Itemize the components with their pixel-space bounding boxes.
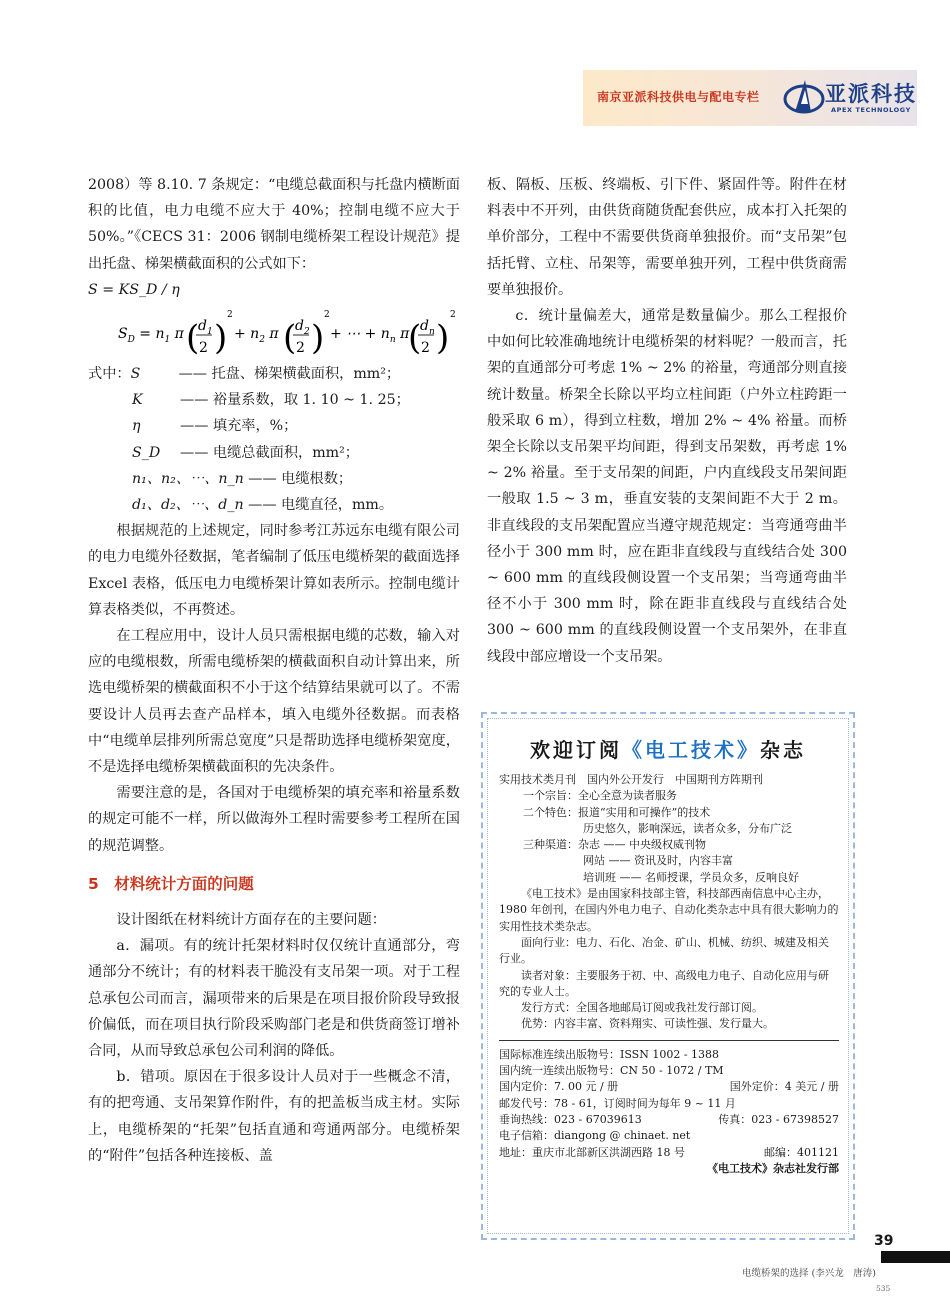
ad-address: 地址：重庆市北部新区洪湖西路 18 号 <box>499 1145 685 1159</box>
svg-text:(: ( <box>186 318 200 359</box>
ad-line: 网站 —— 资讯及时，内容丰富 <box>583 854 733 868</box>
ad-postcode: 邮编：401121 <box>764 1145 839 1159</box>
banner-text: 南京亚派科技供电与配电专栏 <box>597 90 760 104</box>
ad-title-pre: 欢迎订阅 <box>530 738 622 762</box>
ad-line: 历史悠久，影响深远，读者众多，分布广泛 <box>583 821 792 835</box>
left-column <box>88 172 460 1169</box>
def-text: —— 托盘、梯架横截面积，mm²； <box>178 366 401 383</box>
ad-readers: 读者对象：主要服务于初、中、高级电力电子、自动化应用与研究的专业人士。 <box>499 968 829 998</box>
ad-postal-code: 邮发代号：78 - 61，订阅时间为每年 9 ~ 11 月 <box>499 1096 736 1110</box>
column-banner <box>583 70 917 126</box>
def-symbol: d₁、d₂、⋯、d_n <box>132 496 244 513</box>
footer-number: 535 <box>876 1284 891 1293</box>
paragraph: 设计图纸在材料统计方面存在的主要问题： <box>116 911 386 928</box>
ad-line: 二个特色：报道“实用和可操作”的技术 <box>523 805 711 819</box>
ad-distribution: 发行方式：全国各地邮局订阅或我社发行部订阅。 <box>521 1001 763 1015</box>
def-text: —— 裕量系数，取 1. 10 ~ 1. 25； <box>180 392 410 409</box>
svg-text:2: 2 <box>296 340 305 357</box>
svg-text:d2: $d_2$ <box>295 318 310 338</box>
svg-text:+ n2 π: + $n_2$ π <box>234 326 279 346</box>
formula-sd-graphic <box>88 303 460 361</box>
ad-body <box>499 772 839 1177</box>
paragraph: 2008）等 8.10. 7 条规定：“电缆总截面积与托盘内横断面积的比值，电力电缆不应大于 40%；控制电缆不应大于 50%。”《CECS 31：2006 钢制电缆桥架工程设计规范》提出托盘、梯架横截面积的公式如下： <box>88 177 460 272</box>
svg-text:2: 2 <box>421 340 430 357</box>
symbol-definitions <box>88 361 460 518</box>
ad-cn: 国内统一连续出版物号：CN 50 - 1072 / TM <box>499 1064 724 1078</box>
paragraph: 根据规范的上述规定，同时参考江苏远东电缆有限公司的电力电缆外径数据，笔者编制了低压电缆桥架的截面选择 Excel 表格，低压电力电缆桥架计算如表所示。控制电缆计算表格类似，不再赘述。 <box>88 523 460 618</box>
subscription-ad <box>481 712 855 1240</box>
ad-fax: 传真：023 - 67398527 <box>718 1112 839 1126</box>
running-footer: 电缆桥架的选择 (李兴龙 唐涛) <box>742 1268 876 1279</box>
svg-text:SD = n1 π: $S_D = n_1$ π <box>118 326 184 346</box>
def-text: —— 电缆总截面积，mm²； <box>180 444 359 461</box>
ad-line: 三种渠道：杂志 —— 中央级权威刊物 <box>523 838 706 852</box>
def-text: —— 电缆直径，mm。 <box>248 496 394 513</box>
paragraph: 需要注意的是，各国对于电缆桥架的填充率和裕量系数的规定可能不一样，所以做海外工程时需要参考工程所在国的规范调整。 <box>88 785 460 854</box>
brand-english: APEX TECHNOLOGY <box>831 106 911 114</box>
svg-text:): ) <box>311 318 325 359</box>
section-heading: 5 材料统计方面的问题 <box>88 874 254 893</box>
svg-text:): ) <box>214 318 228 359</box>
svg-text:dn: $d_n$ <box>420 318 435 338</box>
svg-text:(: ( <box>283 318 297 359</box>
svg-text:2: 2 <box>199 340 208 357</box>
ad-price-intl: 国外定价：4 美元 / 册 <box>729 1080 839 1094</box>
def-symbol: K <box>132 392 143 409</box>
right-column <box>487 172 847 670</box>
ad-intro: 《电工技术》是由国家科技部主管，科技部西南信息中心主办，1980 年创刊，在国内外电力电子、自动化类杂志中具有很大影响力的实用性技术类杂志。 <box>499 887 839 933</box>
formula-sd <box>88 303 460 361</box>
def-symbol: n₁、n₂、⋯、n_n <box>132 470 244 487</box>
ad-title-magazine: 《电工技术》 <box>622 738 760 762</box>
ad-line: 一个宗旨：全心全意为读者服务 <box>523 789 677 803</box>
paragraph: b．错项。原因在于很多设计人员对于一些概念不清，有的把弯通、支吊架算作附件，有的把盖板当成主材。实际上，电缆桥架的“托架”包括直通和弯通两部分。电缆桥架的“附件”包括各种连接板、盖 <box>88 1069 460 1164</box>
def-symbol: S <box>130 366 141 383</box>
svg-text:): ) <box>436 318 450 359</box>
def-text: —— 填充率，%； <box>180 418 298 435</box>
paragraph: 在工程应用中，设计人员只需根据电缆的芯数，输入对应的电缆根数，所需电缆桥架的横截面积自动计算出来，所选电缆桥架的横截面积不小于这个结算结果就可以了。不需要设计人员再去查产品样本，填入电缆外径数据。而表格中“电缆单层排列所需总宽度”只是帮助选择电缆桥架宽度，不是选择电缆桥架横截面积的先决条件。 <box>88 627 460 775</box>
brand-name: 亚派科技 <box>825 82 917 106</box>
svg-text:2: 2 <box>450 310 456 321</box>
ad-subtitle: 实用技术类月刊 国内外公开发行 中国期刊方阵期刊 <box>499 773 763 786</box>
ad-industry: 面向行业：电力、石化、冶金、矿山、机械、纺织、城建及相关行业。 <box>499 935 829 966</box>
page-number-bar <box>881 1251 950 1263</box>
ad-email: 电子信箱：diangong @ chinaet. net <box>499 1129 691 1143</box>
ad-divider <box>499 1040 839 1041</box>
svg-text:+ ⋯ + nn π: + ⋯ + $n_n$ π <box>330 326 410 346</box>
svg-text:2: 2 <box>227 310 233 321</box>
def-text: —— 电缆根数； <box>248 470 353 487</box>
ad-price-row <box>499 1079 839 1095</box>
def-symbol: η <box>132 418 141 435</box>
formula-s: S = KS_D / η <box>88 281 180 298</box>
ad-title-post: 杂志 <box>760 738 806 762</box>
svg-text:(: ( <box>408 318 422 359</box>
svg-text:2: 2 <box>324 310 330 321</box>
ad-address-row <box>499 1145 839 1161</box>
paragraph: a．漏项。有的统计托架材料时仅仅统计直通部分，弯通部分不统计；有的材料表干脆没有支吊架一项。对于工程总承包公司而言，漏项带来的后果是在项目报价阶段导致报价偏低，而在项目执行阶段采购部门老是和供货商签订增补合同，从而导致总承包公司利润的降低。 <box>88 938 460 1059</box>
page-number: 39 <box>874 1233 894 1249</box>
ad-signature: 《电工技术》杂志社发行部 <box>707 1161 839 1175</box>
ad-advantage: 优势：内容丰富、资料翔实、可读性强、发行量大。 <box>521 1017 774 1031</box>
ad-hotline: 垂询热线：023 - 67039613 <box>499 1112 642 1126</box>
ad-title <box>483 734 853 763</box>
ad-contact-row <box>499 1112 839 1128</box>
svg-text:d1: $d_1$ <box>198 318 213 338</box>
def-symbol: S_D <box>132 444 161 461</box>
paragraph: 板、隔板、压板、终端板、引下件、紧固件等。附件在材料表中不开列，由供货商随货配套供应，成本打入托架的单价部分，工程中不需要供货商单独报价。而“支吊架”包括托臂、立柱、吊架等，需要单独开列，工程中供货商需要单独报价。 <box>487 177 847 298</box>
ad-issn: 国际标准连续出版物号：ISSN 1002 - 1388 <box>499 1047 720 1061</box>
ad-price-domestic: 国内定价：7. 00 元 / 册 <box>499 1080 619 1094</box>
paragraph: c．统计量偏差大，通常是数量偏少。那么工程报价中如何比较准确地统计电缆桥架的材料呢？一般而言，托架的直通部分可考虑 1% ~ 2% 的裕量，弯通部分则直接统计数量。桥架全长除以平均立柱间距（户外立柱跨距一般采取 6 m），得到立柱数，增加 2% ~ 4% 裕量。而桥架全长除以支吊架平均间距，得到支吊架数，再考虑 1% ~ 2% 裕量。至于支吊架的间距，户内直线段支吊架间距一般取 1.5 ~ 3 m，垂直安装的支架间距不大于 2 m。非直线段的支吊架配置应当遵守规范规定：当弯通弯曲半径小于 300 mm 时，应在距非直线段与直线结合处 300 ~ 600 mm 的直线段侧设置一个支吊架；当弯通弯曲半径不小于 300 mm 时，除在距非直线段与直线结合处 300 ~ 600 mm 的直线段侧设置一个支吊架外，在非直线段中部应增设一个支吊架。 <box>487 308 847 665</box>
ad-line: 培训班 —— 名师授课，学员众多，反响良好 <box>583 870 799 884</box>
apex-logo-icon <box>781 74 827 120</box>
defs-lead: 式中： <box>88 366 131 383</box>
